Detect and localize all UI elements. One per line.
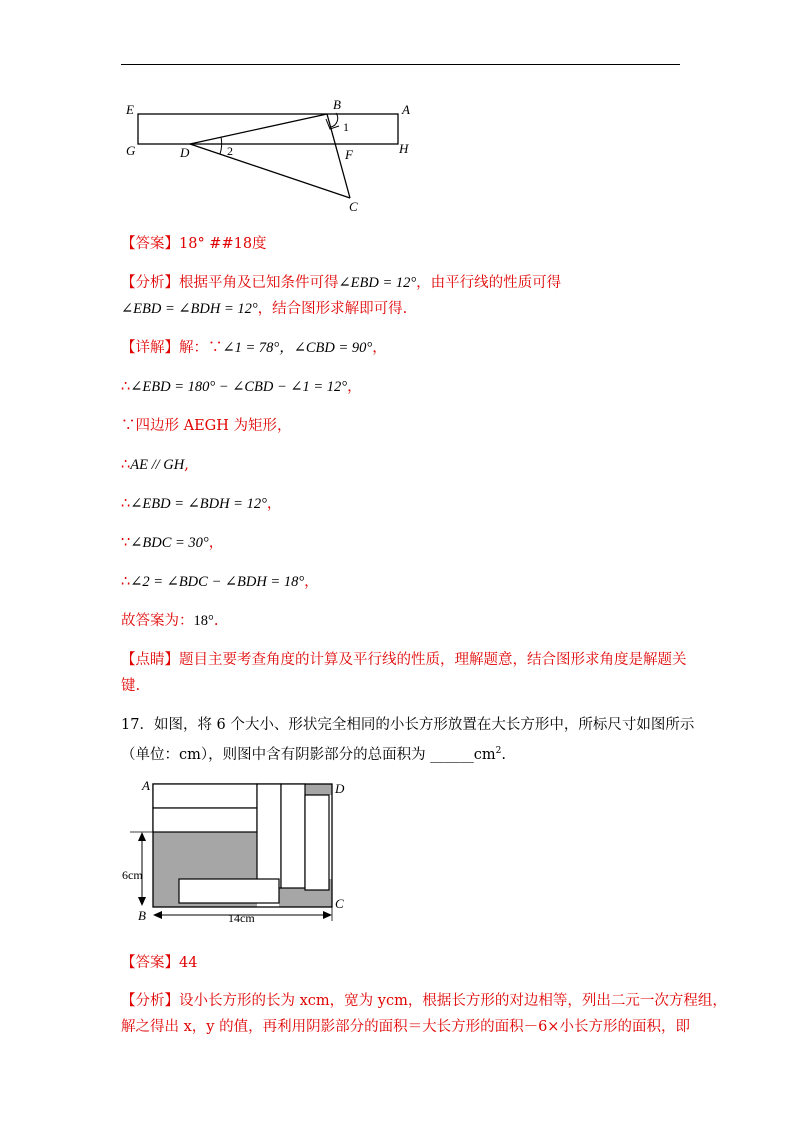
- label-g: G: [126, 143, 136, 158]
- q17-answer: 【答案】44: [121, 955, 198, 971]
- geometry-figure-1: [115, 95, 415, 215]
- label-a2: A: [142, 778, 150, 793]
- small-rect-3: [257, 784, 281, 888]
- segment-dc: [190, 144, 350, 198]
- q16-comment-line2: 键.: [121, 678, 141, 694]
- q16-step-3: ∴AE // GH,: [121, 457, 189, 473]
- label-h: H: [399, 141, 409, 156]
- label-c: C: [349, 199, 358, 214]
- q17-analysis-line2: 解之得出 x，y 的值，再利用阴影部分的面积＝大长方形的面积－6×小长方形的面积，即: [121, 1019, 690, 1035]
- q16-step-1: ∴∠EBD = 180° − ∠CBD − ∠1 = 12°，: [121, 379, 362, 395]
- angle-1-arc: [331, 113, 338, 127]
- small-rect-6: [179, 879, 279, 903]
- q17-question-line1: 17．如图，将 6 个大小、形状完全相同的小长方形放置在大长方形中，所标尺寸如图所示: [121, 717, 695, 733]
- angle-2-arc: [220, 137, 222, 154]
- small-rect-1: [153, 784, 257, 808]
- label-1: 1: [343, 120, 349, 134]
- q16-step-2: ∵四边形 AEGH 为矩形，: [121, 418, 292, 434]
- small-rect-5: [305, 795, 329, 890]
- label-e: E: [126, 102, 134, 117]
- q16-answer: 【答案】18° ##18度: [121, 236, 267, 252]
- label-6cm: 6cm: [122, 868, 143, 882]
- q17-question-line2: （单位：cm），则图中含有阴影部分的总面积为 $\_\_\_\_\_\_cm^2$.: [121, 746, 506, 763]
- label-2: 2: [227, 144, 233, 158]
- label-d2: D: [335, 781, 345, 796]
- segment-db: [190, 114, 327, 144]
- rectangles-figure-2: [118, 775, 358, 925]
- q16-analysis-line2: ∠EBD = ∠BDH = 12°，结合图形求解即可得.: [121, 301, 408, 317]
- label-f: F: [345, 147, 353, 162]
- label-b: B: [333, 97, 341, 112]
- label-14cm: 14cm: [228, 911, 255, 925]
- label-d: D: [180, 145, 190, 160]
- label-c2: C: [335, 896, 344, 911]
- q16-step-5: ∵∠BDC = 30°，: [121, 535, 224, 551]
- shaded-region-top-right: [305, 784, 332, 795]
- small-rect-4: [281, 784, 305, 888]
- q17-analysis-line1: 【分析】设小长方形的长为 xcm，宽为 ycm，根据长方形的对边相等，列出二元一次方程组，: [121, 993, 727, 1009]
- label-a: A: [402, 102, 410, 117]
- q16-step-6: ∴∠2 = ∠BDC − ∠BDH = 18°，: [121, 574, 319, 590]
- q16-comment-line1: 【点睛】题目主要考查角度的计算及平行线的性质，理解题意，结合图形求角度是解题关: [121, 652, 687, 668]
- q16-detail-first: 【详解】解：∵∠1 = 78°，∠CBD = 90°，: [121, 340, 387, 356]
- q16-step-4: ∴∠EBD = ∠BDH = 12°，: [121, 496, 282, 512]
- rectangle-aegh: [138, 114, 398, 144]
- q16-final-answer: 故答案为：18°.: [121, 613, 219, 629]
- label-b2: B: [138, 908, 146, 923]
- small-rect-2: [153, 808, 257, 832]
- q16-analysis-line1: 【分析】根据平角及已知条件可得∠EBD = 12°，由平行线的性质可得: [121, 275, 562, 291]
- header-rule: [121, 64, 680, 65]
